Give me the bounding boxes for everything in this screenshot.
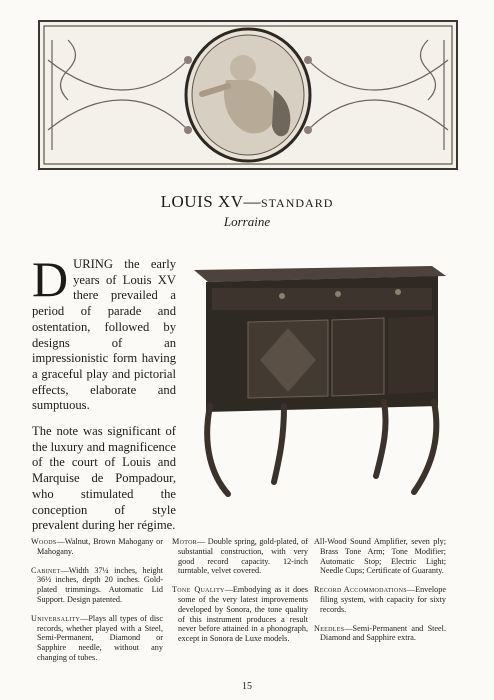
drop-cap: D: [32, 251, 69, 307]
spec-key: Record Accommodations: [314, 585, 407, 595]
spec-key: Universality: [31, 613, 81, 623]
spec-text: —Width 37¼ inches, height 36½ inches, depth 20 inches. Gold-plated trimmings. Automatic Lid Support. Design patented.: [37, 565, 163, 604]
title-sub: STANDARD: [260, 196, 334, 210]
spec-key: Woods: [31, 537, 57, 546]
spec-key: Needles: [314, 623, 345, 633]
paragraph-1-text: URING the early years of Louis XV there prevailed a period of parade and ostentation, followed by designs of an impressionistic form having a graceful play and pictorial effects, elaborate and sumptuous.: [32, 257, 176, 413]
spec-entry: [314, 537, 446, 576]
body-paragraph-1: [32, 251, 176, 414]
title-main: LOUIS XV: [160, 192, 244, 211]
spec-text: — Double spring, gold-plated, of substantial construction, with very good record capacity. 12-inch turntable, velvet covered.: [178, 537, 308, 576]
spec-text: —Semi-Permanent and Steel. Diamond and Sapphire extra.: [320, 623, 446, 643]
spec-entry: [314, 585, 446, 614]
body-paragraph-2: The note was significant of the luxury and magnificence of the court of Louis and Marquise de Pompadour, who stimulated the conception of style prevalent during her régime.: [32, 424, 176, 533]
page-title: [0, 192, 494, 212]
spec-entry: [31, 566, 163, 605]
spec-entry: [314, 624, 446, 644]
title-dash: —: [243, 192, 261, 211]
specs-column-1: [31, 537, 163, 672]
spec-text: —Walnut, Brown Mahogany or Mahogany.: [37, 537, 163, 556]
spec-entry: [31, 614, 163, 663]
page-number: 15: [242, 681, 252, 692]
specs-column-2: [172, 537, 308, 653]
spec-text: —Envelope filing system, with capacity for sixty records.: [320, 585, 446, 614]
spec-key: Tone Quality: [172, 585, 225, 595]
decorative-header-panel: [38, 20, 458, 170]
cherub-medallion: [186, 29, 310, 161]
spec-entry: [172, 585, 308, 644]
spec-entry: [31, 537, 163, 557]
spec-key: Motor: [172, 537, 198, 546]
spec-entry: [172, 537, 308, 576]
page-subtitle: Lorraine: [223, 214, 271, 229]
spec-key: Cabinet: [31, 565, 61, 575]
spec-text: All-Wood Sound Amplifier, seven ply; Brass Tone Arm; Tone Modifier; Automatic Stop; Electric Light; Needle Cups; Certificate of Guaranty.: [314, 537, 446, 576]
spec-text: —Plays all types of disc records, whether played with a Steel, Semi-Permanent, Diamond or Sapphire needle, without any changing of tubes.: [37, 613, 163, 662]
body-text: [32, 251, 176, 544]
cabinet-illustration: [188, 256, 450, 518]
spec-text: —Embodying as it does some of the very latest improvements developed by Sonora, the tone quality of this instrument produces a result never before attained in a phonograph, except in Sonora de Luxe models.: [178, 585, 308, 644]
specs-column-3: [314, 537, 446, 652]
